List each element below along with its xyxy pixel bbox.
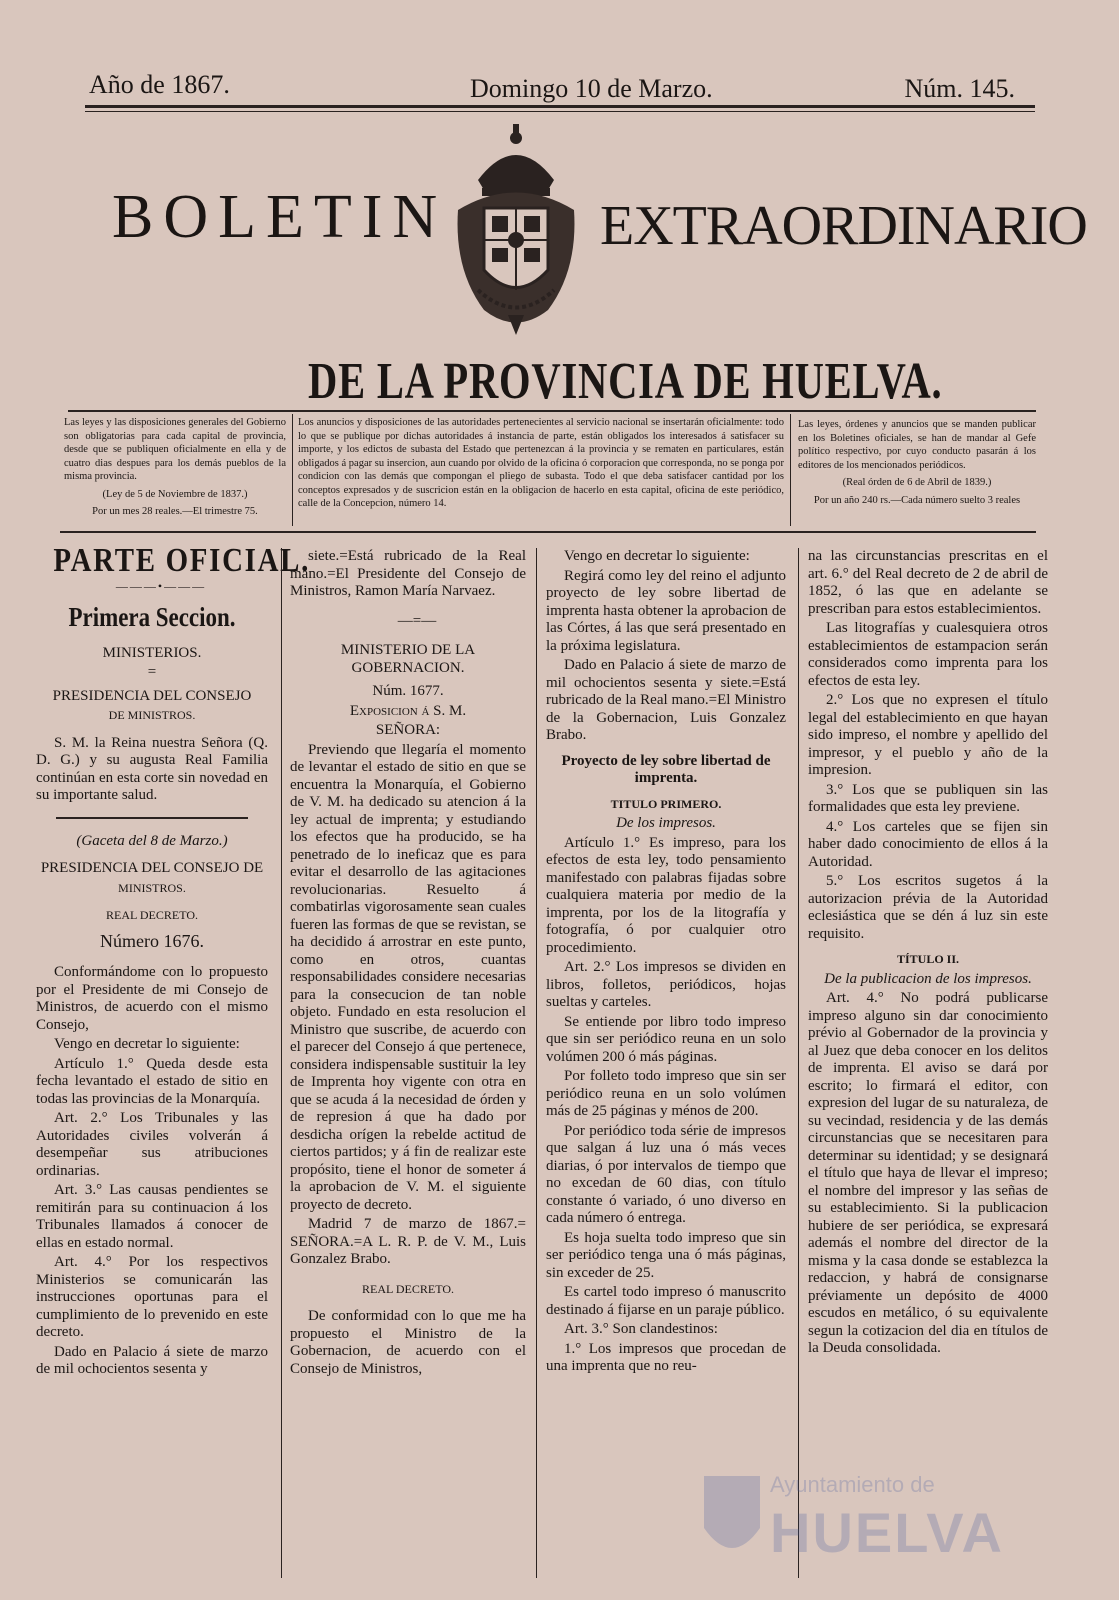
paragraph: Vengo en decretar lo siguiente: [564,548,750,564]
paragraph: Art. 2.° Los impresos se dividen en libros, folletos, periódicos, hojas sueltas y carteles. [546,959,786,1010]
titulo-heading: TÍTULO II. [896,952,960,966]
titulo-heading: TITULO PRIMERO. [610,796,722,811]
paragraph: Art. 4.° No podrá publicarse impreso alguno sin dar conocimiento prévio al Gobernador de la provincia y al Juez que deba conocer en los delitos de imprenta. El aviso se dará por escrito; lo firmará el editor, con expresion del lugar de su naturaleza, de su vecindad, residencia y de las demás circunstancias que se necesitaren para determinar su identidad; y se designará el título que haya de llevar el impreso; el nombre del impresor y las señas de su establecimiento. Si la publicacion hubiere de ser periódica, se expresará además el nombre del director de la misma y la casa donde se establezca la redaccion, y habrá de consignarse préviamente un depósito de 4000 escudos en metálico, ó su equivalente segun la cotizacion del dia en títulos de la Deuda consolidada. [808,990,1048,1356]
dash-divider: —=— [397,612,437,629]
senora-heading: SEÑORA: [375,722,441,738]
title-extraordinario: EXTRAORDINARIO [600,195,1087,257]
paragraph: Por periódico toda série de impresos que salgan á luz una ó más veces diarias, ó por intervalos de tiempo que no excedan de 60 dias, con título constante ó variado, ó uno diverso en cada número ó entrega. [546,1122,786,1226]
paragraph: De conformidad con lo que me ha propuesto el Ministro de la Gobernacion, de acuerdo con el Consejo de Ministros, [290,1308,526,1377]
paragraph: Art. 3.° Las causas pendientes se remitirán para su continuacion á los Tribunales llamados á conocer de ellas en estado normal. [36,1182,268,1251]
masthead-dateline [85,68,1035,108]
title-province: DE LA PROVINCIA DE HUELVA. [308,353,943,410]
notice-middle [298,416,784,511]
paragraph: Art. 4.° Por los respectivos Ministerios se comunicarán las instrucciones oportunas para el cumplimiento de lo prevenido en este decreto. [36,1254,268,1340]
column-divider-2 [536,548,537,1578]
royal-crest-icon [448,120,584,340]
titulo-subheading: De la publicacion de los impresos. [824,970,1032,987]
paragraph: Dado en Palacio á siete de marzo de mil ochocientos sesenta y [36,1343,268,1377]
real-decreto-heading: REAL DECRETO. [362,1281,454,1296]
paragraph: na las circunstancias prescritas en el art. 6.° del Real decreto de 2 de abril de 1852, ó las que en adelante se prescriban para estos establecimientos. [808,548,1048,617]
paragraph: Vengo en decretar lo siguiente: [54,1036,240,1052]
header-rule [85,105,1035,108]
column-2 [290,548,526,1380]
ministerio-heading: MINISTERIO DE LA GOBERNACION. [340,642,476,676]
notice-left-text: Las leyes y las disposiciones generales del Gobierno son obligatorias para cada capital de provincia, desde que se publiquen oficialmente en ella y de cuatro dias despues para los demás pueblos de la misma provincia. [64,417,286,482]
paragraph: Por folleto todo impreso que sin ser periódico reuna en un solo volúmen más de 25 páginas y ménos de 200. [546,1068,786,1119]
notice-right-price: Por un año 240 rs.—Cada número suelto 3 reales [813,494,1021,506]
paragraph: Las litografías y cualesquiera otros establecimientos de estampacion serán considerados como imprenta para los efectos de esta ley. [808,620,1048,689]
notice-right-text: Las leyes, órdenes y anuncios que se manden publicar en los Boletines oficiales, se han de mandar al Gefe político respectivo, por cuyo conducto pasarán á los editores de los mencionados periódicos. [798,419,1036,471]
archive-watermark [690,1450,1050,1590]
exposicion-heading: Exposicion á S. M. [349,702,467,719]
paragraph: Madrid 7 de marzo de 1867.= SEÑORA.=A L. R. P. de V. M., Luis Gonzalez Brabo. [290,1216,526,1267]
gaceta-reference: (Gaceta del 8 de Marzo.) [76,832,228,849]
paragraph: 2.° Los que no expresen el título legal del establecimiento en que hayan sido impreso, el nombre y apellido del impresor, y el pueblo y año de la impresion. [808,692,1048,778]
paragraph: Se entiende por libro todo impreso que sin ser periódico reuna en un solo volúmen 200 ó más páginas. [546,1013,786,1065]
ornament-divider: ———•——— [115,578,207,593]
notice-left-law: (Ley de 5 de Noviembre de 1837.) [102,488,248,500]
notice-left [64,416,286,519]
title-boletin: BOLETIN [112,183,448,251]
paragraph: 4.° Los carteles que se fijen sin haber dado conocimiento de ellos á la Autoridad. [808,818,1048,870]
notice-left-price: Por un mes 28 reales.—El trimestre 75. [92,506,258,517]
header-rule-thin [85,111,1035,112]
proyecto-heading: Proyecto de ley sobre libertad de imprenta. [561,752,771,786]
paragraph: S. M. la Reina nuestra Señora (Q. D. G.) y su augusta Real Familia continúan en esta corte sin novedad en su importante salud. [36,734,268,803]
column-divider-1 [281,548,282,1578]
titulo-subheading: De los impresos. [616,815,716,831]
paragraph: Conformándome con lo propuesto por el Presidente de mi Consejo de Ministros, de acuerdo con el mismo Consejo, [36,964,268,1033]
paragraph: 3.° Los que se publiquen sin las formalidades que esta ley previene. [808,781,1048,815]
decree-number: Número 1676. [100,930,204,951]
paragraph: 1.° Los impresos que procedan de una imprenta que no reu- [546,1340,786,1374]
real-decreto-heading: REAL DECRETO. [106,908,198,922]
paragraph: siete.=Está rubricado de la Real mano.=El Presidente del Consejo de Ministros, Ramon María Narvaez. [290,548,526,599]
paragraph: Dado en Palacio á siete de marzo de mil ochocientos sesenta y siete.=Está rubricado de la Real mano.=El Ministro de la Gobernacion, Luis Gonzalez Brabo. [546,657,786,743]
ministerios-heading: MINISTERIOS. [102,644,202,661]
paragraph: Previendo que llegaría el momento de levantar el estado de sitio en que se encuentra la Monarquía, el Gobierno de V. M. ha dedicado su atencion á la ley actual de imprenta; y estudiando los efectos que ha producido, se ha penetrado de lo ineficaz que es para evitar el desarrollo de las agitaciones revolucionarias. Resuelto á combatirlas vigorosamente sean cuales fueren las formas de que se revistan, se ha decidido á arrostrar en este punto, como en otros, cuantas responsabilidades considere necesarias para la consecucion de tan noble objeto. Fundado en esta resolucion el Ministro que suscribe, de acuerdo con el parecer del Consejo á que pertenece, considera indispensable sustituir la ley de Imprenta hoy vigente con otra en que se acuda á la necesidad de órden y de represion á que ha dado por desdicha orígen la rebelde actitud de ciertos partidos; y á fin de realizar este propósito, tiene el honor de someter á la aprobacion de V. M. el siguiente proyecto de decreto. [290,741,526,1213]
issue-number: Núm. 145. [904,74,1015,103]
notice-divider-1 [292,414,293,526]
paragraph: Regirá como ley del reino el adjunto proyecto de ley sobre libertad de imprenta hasta obtener la aprobacion de las Córtes, á las que será presentado en la próxima legislatura. [546,567,786,654]
paragraph: Artículo 1.° Queda desde esta fecha levantado el estado de sitio en todas las provincias de la Monarquía. [36,1055,268,1107]
column-3 [546,548,786,1378]
notice-top-rule [68,410,1036,412]
ministros-subheading: DE MINISTROS. [108,708,196,722]
column-divider-3 [798,548,799,1578]
decree-number: Núm. 1677. [372,683,444,699]
divider [56,817,248,819]
issue-date: Domingo 10 de Marzo. [470,74,713,103]
year-label: Año de 1867. [89,70,230,99]
column-4 [808,548,1048,1360]
paragraph: Es hoja suelta todo impreso que sin ser periódico tenga una ó más páginas, sin exceder de 25. [546,1229,786,1281]
ministros-subheading-2: MINISTROS. [118,880,186,895]
column-1 [36,542,311,1381]
paragraph: 5.° Los escritos sugetos á la autorizacion prévia de la Autoridad eclesiástica que se dén á luz sin este requisito. [808,873,1048,942]
notice-right [798,418,1036,507]
paragraph: Art. 2.° Los Tribunales y las Autoridades civiles volverán á desempeñar sus atribuciones ordinarias. [36,1110,268,1179]
presidencia-heading-2: PRESIDENCIA DEL CONSEJO DE [40,860,264,876]
notice-right-law: (Real órden de 6 de Abril de 1839.) [842,477,992,488]
parte-oficial-heading: PARTE OFICIAL. [53,542,311,579]
city-shield-icon [700,1468,764,1568]
paragraph: Art. 3.° Son clandestinos: [564,1321,718,1337]
section-heading: Primera Seccion. [68,602,236,632]
eq-divider: = [147,664,157,680]
paragraph: Artículo 1.° Es impreso, para los efectos de esta ley, todo pensamiento manifestado con palabras fijadas sobre cualquiera materia por medio de la imprenta, por los de la litografía y fotografía, ó por cualquier otro procedimiento. [546,834,786,956]
body-top-rule [60,531,1036,533]
presidencia-heading: PRESIDENCIA DEL CONSEJO [52,687,252,704]
watermark-line-1: Ayuntamiento de [770,1472,935,1497]
notice-divider-2 [790,414,791,526]
paragraph: Es cartel todo impreso ó manuscrito destinado á fijarse en un paraje público. [546,1284,786,1318]
watermark-line-2: HUELVA [770,1501,1004,1564]
notice-middle-text: Los anuncios y disposiciones de las autoridades pertenecientes al servicio nacional se insertarán oficialmente: todo lo que se publique por dichas autoridades á instancia de parte, están obligados los interesados á satisfacer su importe, y los edictos de subasta del Estado que pertenezcan á la provincia y se rematen en particulares, están obligados á pagar su insercion, aun cuando por olvido de la oficina ó corporacion que corresponda, no se ponga por condicion con las demás que compongan el pliego de subasta. Todo el que deba satisfacer cantidad por los conceptos expresados y de suscricion están en la obligacion de hacerlo en esta capital, oficina de este periódico, calle de la Concepcion, número 14. [298,417,784,509]
